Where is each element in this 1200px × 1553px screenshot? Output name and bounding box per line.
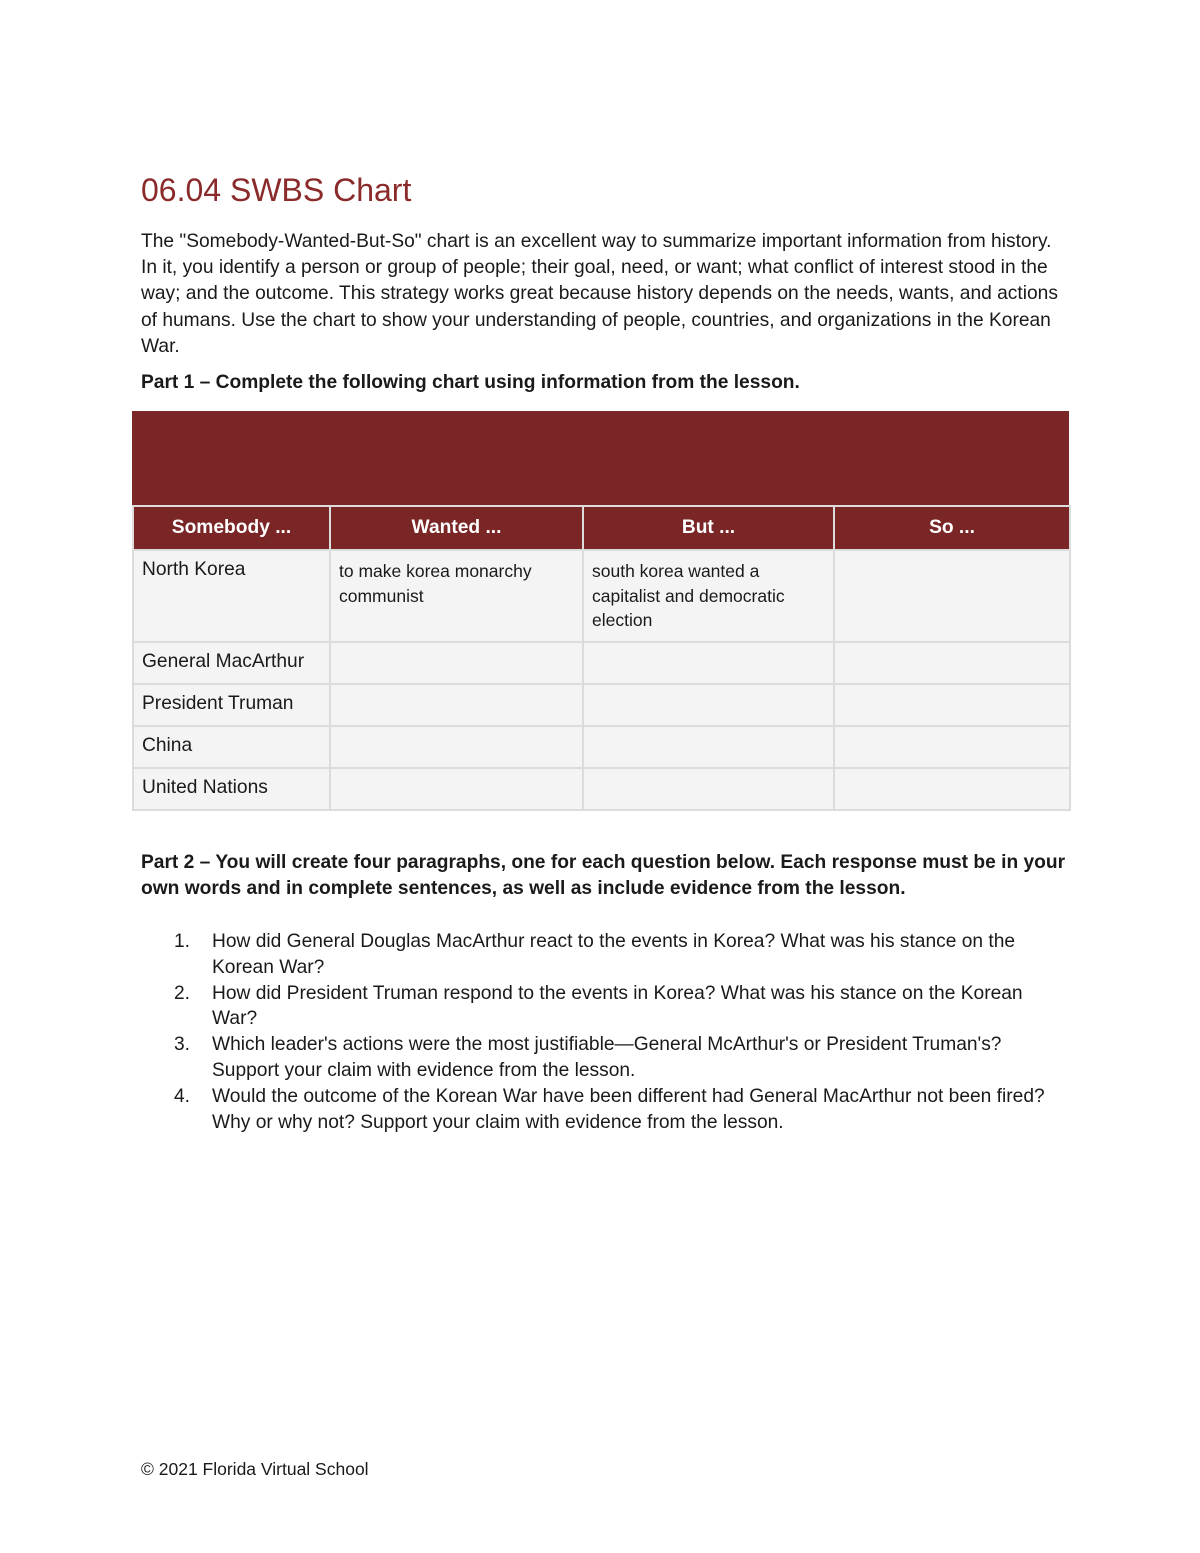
question-number: 4.	[174, 1085, 191, 1107]
cell-but[interactable]	[583, 642, 834, 684]
list-item	[141, 1032, 1061, 1084]
cell-so[interactable]	[834, 684, 1070, 726]
table-row	[133, 550, 1070, 642]
copyright-footer: © 2021 Florida Virtual School	[141, 1459, 369, 1479]
question-number: 2.	[174, 982, 191, 1004]
cell-so[interactable]	[834, 642, 1070, 684]
page-title: 06.04 SWBS Chart	[141, 172, 412, 208]
cell-so[interactable]	[834, 726, 1070, 768]
part2-heading: Part 2 – You will create four paragraphs, one for each question below. Each response must be in your own words and in complete sentences, as well as include evidence from the lesson.	[141, 852, 1066, 900]
cell-but[interactable]	[583, 726, 834, 768]
cell-somebody: United Nations	[133, 768, 330, 810]
header-so: So ...	[834, 506, 1070, 550]
header-but: But ...	[583, 506, 834, 550]
cell-wanted[interactable]: to make korea monarchy communist	[330, 550, 583, 642]
cell-somebody: President Truman	[133, 684, 330, 726]
header-wanted: Wanted ...	[330, 506, 583, 550]
cell-but[interactable]	[583, 684, 834, 726]
part1-heading: Part 1 – Complete the following chart using information from the lesson.	[141, 372, 800, 393]
cell-somebody: North Korea	[133, 550, 330, 642]
table-row	[133, 726, 1070, 768]
list-item	[141, 981, 1061, 1033]
cell-so[interactable]	[834, 550, 1070, 642]
cell-so[interactable]	[834, 768, 1070, 810]
table-row	[133, 642, 1070, 684]
table-header-row	[133, 506, 1070, 550]
table-row	[133, 684, 1070, 726]
intro-paragraph: The "Somebody-Wanted-But-So" chart is an excellent way to summarize important information from history. In it, you identify a person or group of people; their goal, need, or want; what conflict of interest stood in the way; and the outcome. This strategy works great because history depends on the needs, wants, and actions of humans. Use the chart to show your understanding of people, countries, and organizations in the Korean War.	[141, 231, 1058, 357]
question-text: Which leader's actions were the most justifiable—General McArthur's or President Truman's? Support your claim with evidence from the lesson.	[212, 1034, 1002, 1081]
cell-wanted[interactable]	[330, 726, 583, 768]
question-number: 1.	[174, 931, 191, 952]
question-list	[141, 929, 1061, 1135]
question-text: Would the outcome of the Korean War have been different had General MacArthur not been fired? Why or why not? Support your claim with evidence from the lesson.	[212, 1085, 1045, 1133]
cell-but[interactable]: south korea wanted a capitalist and democratic election	[583, 550, 834, 642]
cell-wanted[interactable]	[330, 684, 583, 726]
cell-but[interactable]	[583, 768, 834, 810]
list-item	[141, 929, 1061, 981]
table-row	[133, 768, 1070, 810]
cell-somebody: China	[133, 726, 330, 768]
header-somebody: Somebody ...	[133, 506, 330, 550]
question-text: How did General Douglas MacArthur react to the events in Korea? What was his stance on the Korean War?	[212, 931, 1016, 978]
question-text: How did President Truman respond to the events in Korea? What was his stance on the Korean War?	[212, 982, 1023, 1030]
question-number: 3.	[174, 1034, 191, 1056]
cell-wanted[interactable]	[330, 642, 583, 684]
cell-somebody: General MacArthur	[133, 642, 330, 684]
cell-wanted[interactable]	[330, 768, 583, 810]
swbs-table	[132, 505, 1071, 811]
table-header-banner	[132, 411, 1069, 505]
list-item	[141, 1084, 1061, 1136]
